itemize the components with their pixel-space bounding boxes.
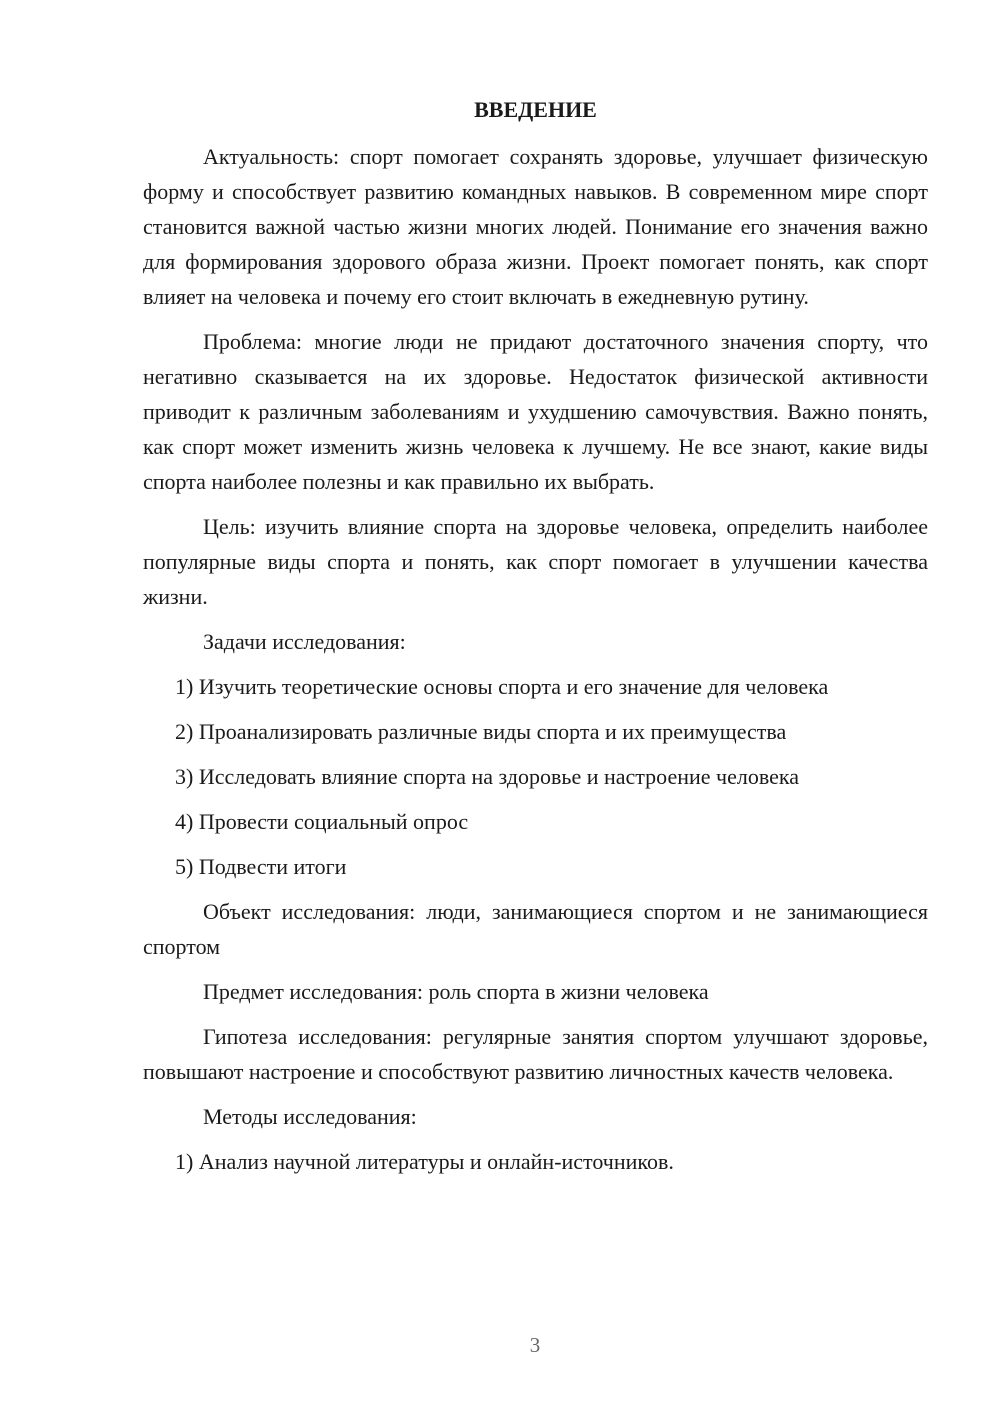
hypothesis-paragraph: Гипотеза исследования: регулярные занятия спортом улучшают здоровье, повышают настроение и способствуют развитию личностных качеств человека.	[143, 1024, 928, 1084]
page-content	[143, 94, 928, 1189]
method-item-1: 1) Анализ научной литературы и онлайн-источников.	[175, 1149, 674, 1174]
task-item-1: 1) Изучить теоретические основы спорта и его значение для человека	[175, 674, 829, 699]
tasks-heading: Задачи исследования:	[203, 629, 406, 654]
page-number: 3	[529, 1333, 541, 1357]
subject-paragraph: Предмет исследования: роль спорта в жизни человека	[203, 979, 709, 1004]
task-item-4: 4) Провести социальный опрос	[175, 809, 469, 834]
section-title: ВВЕДЕНИЕ	[474, 97, 597, 122]
task-item-3: 3) Исследовать влияние спорта на здоровье и настроение человека	[175, 764, 799, 789]
task-item-2: 2) Проанализировать различные виды спорта и их преимущества	[175, 719, 787, 744]
methods-heading: Методы исследования:	[203, 1104, 417, 1129]
goal-paragraph: Цель: изучить влияние спорта на здоровье человека, определить наиболее популярные виды спорта и понять, как спорт помогает в улучшении качества жизни.	[143, 514, 928, 609]
relevance-paragraph: Актуальность: спорт помогает сохранять здоровье, улучшает физическую форму и способствует развитию командных навыков. В современном мире спорт становится важной частью жизни многих людей. Понимание его значения важно для формирования здорового образа жизни. Проект помогает понять, как спорт влияет на человека и почему его стоит включать в ежедневную рутину.	[143, 144, 928, 309]
task-item-5: 5) Подвести итоги	[175, 854, 347, 879]
object-paragraph: Объект исследования: люди, занимающиеся спортом и не занимающиеся спортом	[143, 899, 928, 959]
problem-paragraph: Проблема: многие люди не придают достаточного значения спорту, что негативно сказывается на их здоровье. Недостаток физической активности приводит к различным заболеваниям и ухудшению самочувствия. Важно понять, как спорт может изменить жизнь человека к лучшему. Не все знают, какие виды спорта наиболее полезны и как правильно их выбрать.	[143, 329, 928, 494]
